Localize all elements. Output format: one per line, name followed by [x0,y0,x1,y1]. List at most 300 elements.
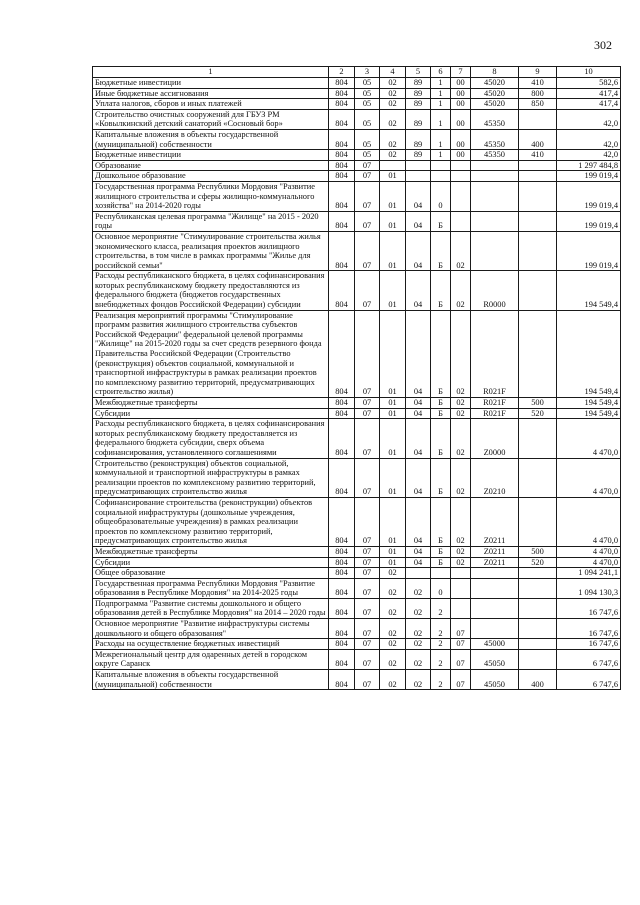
cell-direction: R021F [471,398,519,409]
table-row [93,458,621,497]
cell-amount: 42,0 [557,129,621,149]
cell-amount: 199 019,4 [557,181,621,211]
cell-subsection: 01 [380,497,406,546]
cell-name: Государственная программа Республики Мордовия "Развитие жилищного строительства и сферы жилищно-коммунального хозяйства" на 2014-2020 годы [93,181,329,211]
cell-section: 07 [355,546,380,557]
cell-ministry: 804 [329,211,355,231]
table-row [93,568,621,579]
cell-ministry: 804 [329,568,355,579]
cell-direction: 45020 [471,88,519,99]
cell-amount: 6 747,6 [557,649,621,669]
cell-program [406,160,431,171]
cell-direction: 45020 [471,78,519,89]
cell-program: 04 [406,497,431,546]
cell-subsection: 02 [380,129,406,149]
cell-event: 02 [451,310,471,397]
cell-program [406,171,431,182]
cell-section: 07 [355,398,380,409]
header-cell-subsection: 4 [380,67,406,78]
cell-section: 07 [355,649,380,669]
cell-event: 02 [451,497,471,546]
header-cell-event: 7 [451,67,471,78]
cell-direction [471,578,519,598]
cell-subprogram: 2 [431,598,451,618]
cell-direction: 45350 [471,150,519,161]
cell-expense-type: 410 [519,78,557,89]
cell-subsection: 02 [380,619,406,639]
table-row [93,578,621,598]
cell-event: 07 [451,639,471,650]
cell-ministry: 804 [329,109,355,129]
cell-direction: 45350 [471,129,519,149]
cell-ministry: 804 [329,271,355,310]
cell-subsection: 02 [380,99,406,110]
cell-event [451,598,471,618]
cell-event: 07 [451,670,471,690]
cell-subprogram: 1 [431,150,451,161]
cell-expense-type [519,639,557,650]
cell-subsection: 02 [380,639,406,650]
cell-subprogram: Б [431,398,451,409]
header-cell-subprogram: 6 [431,67,451,78]
cell-subsection: 01 [380,310,406,397]
cell-amount: 194 549,4 [557,310,621,397]
table-row [93,598,621,618]
cell-section: 07 [355,171,380,182]
table-row [93,557,621,568]
cell-event: 00 [451,129,471,149]
cell-subsection: 02 [380,109,406,129]
table-row [93,150,621,161]
cell-ministry: 804 [329,619,355,639]
cell-section: 07 [355,619,380,639]
cell-amount: 582,6 [557,78,621,89]
cell-ministry: 804 [329,129,355,149]
cell-ministry: 804 [329,458,355,497]
cell-event: 02 [451,458,471,497]
cell-amount: 199 019,4 [557,171,621,182]
cell-event: 07 [451,649,471,669]
table-row [93,99,621,110]
cell-name: Общее образование [93,568,329,579]
cell-program: 89 [406,129,431,149]
cell-subprogram: Б [431,419,451,458]
cell-amount: 4 470,0 [557,497,621,546]
cell-program: 89 [406,88,431,99]
cell-subsection: 02 [380,649,406,669]
cell-program: 04 [406,546,431,557]
cell-ministry: 804 [329,557,355,568]
cell-subprogram: 2 [431,670,451,690]
table-row [93,670,621,690]
cell-section: 07 [355,639,380,650]
cell-program: 04 [406,458,431,497]
cell-direction: R021F [471,408,519,419]
cell-amount: 16 747,6 [557,639,621,650]
cell-amount: 1 094 241,1 [557,568,621,579]
cell-subsection [380,160,406,171]
cell-name: Реализация мероприятий программы "Стимулирование программ развития жилищного строительства субъектов Российской Федерации" федеральной целевой программы "Жилище" на 2015-2020 годы за счет средств резервного фонда Правительства Российской Федерации (Строительство (реконструкция) объектов социальной, коммунальной и транспортной инфраструктуры в рамках реализации проектов по комплексному развитию территорий, предусматривающих строительство жилья) [93,310,329,397]
cell-name: Образование [93,160,329,171]
cell-subprogram [431,568,451,579]
cell-subsection: 01 [380,408,406,419]
cell-direction: Z0211 [471,497,519,546]
table-row [93,231,621,270]
cell-name: Строительство очистных сооружений для ГБУЗ РМ «Ковылкинский детский санаторий «Сосновый бор» [93,109,329,129]
cell-amount: 4 470,0 [557,546,621,557]
cell-program: 04 [406,181,431,211]
table-row [93,109,621,129]
cell-subprogram: Б [431,458,451,497]
cell-direction: Z0211 [471,557,519,568]
cell-expense-type: 800 [519,88,557,99]
cell-expense-type [519,109,557,129]
header-cell-direction: 8 [471,67,519,78]
table-row [93,171,621,182]
cell-expense-type: 500 [519,546,557,557]
cell-subprogram [431,160,451,171]
cell-subsection: 02 [380,598,406,618]
cell-event [451,160,471,171]
header-cell-amount: 10 [557,67,621,78]
cell-direction [471,160,519,171]
cell-expense-type: 520 [519,557,557,568]
cell-direction: Z0000 [471,419,519,458]
cell-section: 07 [355,408,380,419]
cell-subprogram: Б [431,211,451,231]
cell-expense-type: 410 [519,150,557,161]
cell-program: 89 [406,150,431,161]
cell-direction [471,171,519,182]
cell-program: 02 [406,639,431,650]
cell-direction: 45050 [471,670,519,690]
cell-expense-type [519,568,557,579]
cell-name: Бюджетные инвестиции [93,78,329,89]
cell-subprogram: 2 [431,649,451,669]
cell-program [406,568,431,579]
cell-subprogram: 2 [431,619,451,639]
cell-program: 89 [406,109,431,129]
cell-program: 02 [406,670,431,690]
cell-subsection: 02 [380,78,406,89]
cell-program: 04 [406,398,431,409]
cell-subprogram: Б [431,271,451,310]
cell-amount: 194 549,4 [557,398,621,409]
cell-subsection: 01 [380,419,406,458]
table-row [93,310,621,397]
cell-subsection: 01 [380,557,406,568]
cell-subprogram: Б [431,546,451,557]
cell-section: 05 [355,109,380,129]
cell-amount: 417,4 [557,88,621,99]
cell-expense-type: 400 [519,670,557,690]
cell-expense-type [519,419,557,458]
cell-ministry: 804 [329,649,355,669]
cell-program: 04 [406,310,431,397]
cell-name: Софинансирование строительства (реконструкции) объектов социальной инфраструктуры (дошкольные учреждения, общеобразовательные учреждения) в рамках реализации проектов по комплексному развитию территорий, предусматривающих строительство жилья [93,497,329,546]
cell-subprogram: Б [431,497,451,546]
table-row [93,639,621,650]
cell-amount: 16 747,6 [557,598,621,618]
table-header-row [93,67,621,78]
cell-ministry: 804 [329,150,355,161]
table-row [93,497,621,546]
cell-ministry: 804 [329,231,355,270]
cell-section: 07 [355,211,380,231]
cell-name: Расходы республиканского бюджета, в целях софинансирования которых республиканскому бюджету предоставляется из федерального бюджета субсидии, сверх объема софинансирования, установленного соглашениями [93,419,329,458]
cell-section: 05 [355,129,380,149]
cell-subsection: 01 [380,271,406,310]
cell-program: 89 [406,99,431,110]
cell-section: 07 [355,557,380,568]
cell-subsection: 02 [380,578,406,598]
cell-subprogram: Б [431,231,451,270]
cell-event: 02 [451,557,471,568]
table-row [93,619,621,639]
cell-section: 05 [355,88,380,99]
cell-program: 02 [406,619,431,639]
cell-name: Субсидии [93,408,329,419]
cell-event: 02 [451,419,471,458]
cell-name: Подпрограмма "Развитие системы дошкольного и общего образования детей в Республике Мордовия" на 2014 – 2020 годы [93,598,329,618]
cell-section: 07 [355,497,380,546]
cell-ministry: 804 [329,171,355,182]
cell-event: 00 [451,99,471,110]
cell-expense-type [519,578,557,598]
cell-expense-type [519,497,557,546]
cell-direction [471,619,519,639]
cell-ministry: 804 [329,408,355,419]
cell-event: 02 [451,546,471,557]
cell-program: 02 [406,578,431,598]
cell-subprogram: Б [431,310,451,397]
cell-name: Капитальные вложения в объекты государственной (муниципальной) собственности [93,670,329,690]
cell-section: 07 [355,181,380,211]
cell-ministry: 804 [329,99,355,110]
cell-subprogram: 0 [431,578,451,598]
cell-amount: 4 470,0 [557,419,621,458]
cell-amount: 16 747,6 [557,619,621,639]
cell-section: 07 [355,670,380,690]
cell-amount: 199 019,4 [557,211,621,231]
cell-name: Дошкольное образование [93,171,329,182]
header-cell-program: 5 [406,67,431,78]
table-row [93,546,621,557]
cell-name: Строительство (реконструкция) объектов социальной, коммунальной и транспортной инфраструктуры в рамках реализации проектов по комплексному развитию территорий, предусматривающих строительство жилья [93,458,329,497]
cell-subprogram: 2 [431,639,451,650]
cell-expense-type [519,458,557,497]
cell-ministry: 804 [329,578,355,598]
cell-expense-type [519,598,557,618]
cell-ministry: 804 [329,160,355,171]
cell-amount: 4 470,0 [557,458,621,497]
cell-name: Расходы на осуществление бюджетных инвестиций [93,639,329,650]
cell-expense-type [519,171,557,182]
cell-expense-type [519,310,557,397]
cell-event [451,211,471,231]
cell-program: 04 [406,419,431,458]
cell-event: 00 [451,109,471,129]
cell-expense-type [519,160,557,171]
table-row [93,78,621,89]
cell-name: Бюджетные инвестиции [93,150,329,161]
cell-name: Государственная программа Республики Мордовия "Развитие образования в Республике Мордовия" на 2014-2025 годы [93,578,329,598]
cell-section: 07 [355,271,380,310]
cell-section: 07 [355,578,380,598]
cell-section: 07 [355,231,380,270]
cell-section: 05 [355,150,380,161]
cell-name: Субсидии [93,557,329,568]
cell-subsection: 02 [380,150,406,161]
cell-ministry: 804 [329,497,355,546]
cell-amount: 1 094 130,3 [557,578,621,598]
cell-ministry: 804 [329,546,355,557]
cell-program: 04 [406,211,431,231]
cell-event: 00 [451,150,471,161]
cell-name: Основное мероприятие "Развитие инфраструктуры системы дошкольного и общего образования" [93,619,329,639]
cell-subsection: 01 [380,211,406,231]
cell-program: 04 [406,557,431,568]
cell-direction [471,231,519,270]
cell-event: 02 [451,271,471,310]
cell-ministry: 804 [329,181,355,211]
cell-amount: 194 549,4 [557,408,621,419]
cell-expense-type [519,619,557,639]
cell-subprogram [431,171,451,182]
budget-table [92,66,621,690]
cell-program: 04 [406,271,431,310]
cell-expense-type [519,211,557,231]
cell-direction: 45050 [471,649,519,669]
cell-name: Межбюджетные трансферты [93,546,329,557]
cell-section: 07 [355,458,380,497]
cell-section: 07 [355,310,380,397]
cell-direction: R0000 [471,271,519,310]
table-row [93,271,621,310]
cell-amount: 1 297 484,8 [557,160,621,171]
cell-program: 02 [406,649,431,669]
cell-program: 89 [406,78,431,89]
cell-event: 00 [451,78,471,89]
cell-expense-type: 520 [519,408,557,419]
cell-direction [471,568,519,579]
cell-amount: 42,0 [557,150,621,161]
cell-event [451,171,471,182]
cell-ministry: 804 [329,639,355,650]
cell-subprogram: Б [431,557,451,568]
cell-subprogram: 1 [431,109,451,129]
cell-amount: 199 019,4 [557,231,621,270]
cell-ministry: 804 [329,310,355,397]
cell-section: 07 [355,160,380,171]
table-row [93,211,621,231]
cell-event: 02 [451,398,471,409]
cell-subprogram: Б [431,408,451,419]
cell-name: Республиканская целевая программа "Жилище" на 2015 - 2020 годы [93,211,329,231]
cell-event: 02 [451,231,471,270]
cell-event: 07 [451,619,471,639]
cell-amount: 417,4 [557,99,621,110]
table-row [93,129,621,149]
cell-subprogram: 1 [431,99,451,110]
table-row [93,181,621,211]
cell-ministry: 804 [329,419,355,458]
cell-subsection: 01 [380,546,406,557]
header-cell-name: 1 [93,67,329,78]
cell-amount: 42,0 [557,109,621,129]
cell-subprogram: 1 [431,129,451,149]
cell-name: Расходы республиканского бюджета, в целях софинансирования которых республиканскому бюджету предоставляются из федерального бюджета (бюджетов государственных внебюджетных фондов Российской Федерации) субсидии [93,271,329,310]
cell-program: 02 [406,598,431,618]
table-row [93,649,621,669]
cell-amount: 6 747,6 [557,670,621,690]
table-row [93,398,621,409]
cell-expense-type: 850 [519,99,557,110]
cell-subprogram: 0 [431,181,451,211]
cell-expense-type [519,649,557,669]
cell-subsection: 01 [380,181,406,211]
cell-section: 05 [355,99,380,110]
cell-ministry: 804 [329,78,355,89]
cell-direction [471,211,519,231]
cell-name: Межбюджетные трансферты [93,398,329,409]
cell-expense-type [519,231,557,270]
cell-section: 05 [355,78,380,89]
cell-direction: R021F [471,310,519,397]
cell-direction [471,598,519,618]
cell-section: 07 [355,598,380,618]
cell-amount: 4 470,0 [557,557,621,568]
cell-direction: 45350 [471,109,519,129]
table-row [93,419,621,458]
cell-name: Иные бюджетные ассигнования [93,88,329,99]
cell-amount: 194 549,4 [557,271,621,310]
cell-subprogram: 1 [431,78,451,89]
table-row [93,88,621,99]
table-row [93,160,621,171]
cell-ministry: 804 [329,88,355,99]
cell-direction: Z0211 [471,546,519,557]
cell-direction [471,181,519,211]
cell-subsection: 02 [380,670,406,690]
cell-ministry: 804 [329,398,355,409]
cell-direction: Z0210 [471,458,519,497]
cell-name: Межрегиональный центр для одаренных детей в городском округе Саранск [93,649,329,669]
cell-ministry: 804 [329,670,355,690]
cell-expense-type [519,271,557,310]
cell-section: 07 [355,419,380,458]
cell-subsection: 01 [380,458,406,497]
cell-subsection: 01 [380,398,406,409]
cell-event: 00 [451,88,471,99]
cell-event [451,568,471,579]
header-cell-expense-type: 9 [519,67,557,78]
cell-program: 04 [406,408,431,419]
cell-direction: 45000 [471,639,519,650]
cell-subsection: 02 [380,568,406,579]
cell-event [451,181,471,211]
cell-name: Капитальные вложения в объекты государственной (муниципальной) собственности [93,129,329,149]
cell-subsection: 01 [380,231,406,270]
cell-expense-type: 500 [519,398,557,409]
header-cell-section: 3 [355,67,380,78]
cell-name: Основное мероприятие "Стимулирование строительства жилья экономического класса, реализация проектов жилищного строительства, в том числе в рамках программы "Жилье для российской семьи" [93,231,329,270]
cell-name: Уплата налогов, сборов и иных платежей [93,99,329,110]
cell-expense-type: 400 [519,129,557,149]
cell-subprogram: 1 [431,88,451,99]
header-cell-ministry: 2 [329,67,355,78]
cell-subsection: 01 [380,171,406,182]
